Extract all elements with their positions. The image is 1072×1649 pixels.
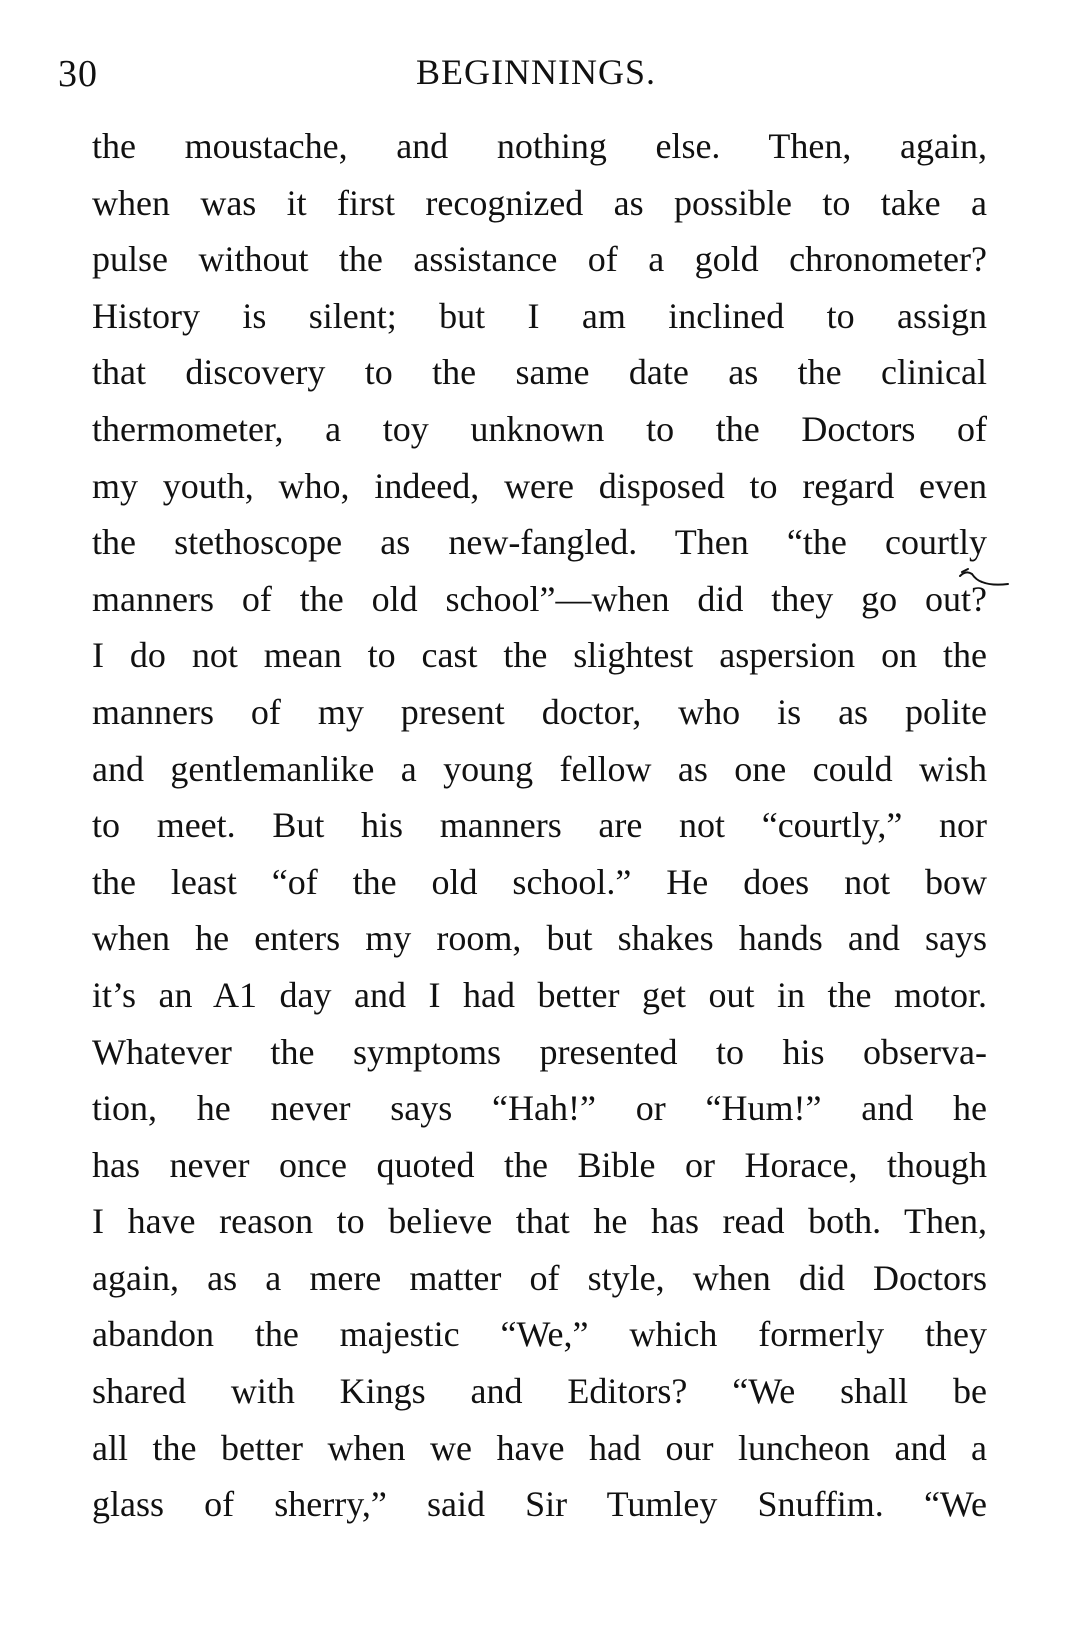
text-line: shared with Kings and Editors? “We shall be [92,1371,987,1412]
text-line: and gentlemanlike a young fellow as one could wish [92,748,987,789]
text-line: pulse without the assistance of a gold chronometer? [92,239,987,280]
text-line: thermometer, a toy unknown to the Doctors of [92,408,987,449]
text-line: the least “of the old school.” He does not bow [92,861,987,902]
running-title: BEGINNINGS. [416,52,656,92]
text-line: History is silent; but I am inclined to assign [92,295,987,336]
text-line: Whatever the symptoms presented to his observa- [92,1031,987,1072]
text-line: when was it first recognized as possible to take a [92,182,987,223]
text-line: that discovery to the same date as the clinical [92,352,987,393]
page-number: 30 [58,53,98,95]
text-line: manners of my present doctor, who is as polite [92,691,987,732]
text-line: manners of the old school”—when did they go out? [92,578,987,619]
text-line: the stethoscope as new-fangled. Then “the courtly [92,522,987,563]
text-line: I do not mean to cast the slightest aspersion on the [92,635,987,676]
handwritten-margin-mark-icon [952,566,1012,596]
text-line: to meet. But his manners are not “courtly,” nor [92,805,987,846]
text-line: has never once quoted the Bible or Horace, though [92,1144,987,1185]
text-line: abandon the majestic “We,” which formerly they [92,1314,987,1355]
text-line: tion, he never says “Hah!” or “Hum!” and he [92,1088,987,1129]
text-line: it’s an A1 day and I had better get out in the motor. [92,974,987,1015]
text-line: all the better when we have had our luncheon and a [92,1427,987,1468]
text-line: when he enters my room, but shakes hands and says [92,918,987,959]
body-text [92,118,987,1533]
text-line: I have reason to believe that he has read both. Then, [92,1201,987,1242]
text-line: again, as a mere matter of style, when did Doctors [92,1257,987,1298]
text-line: the moustache, and nothing else. Then, again, [92,126,987,166]
text-line: glass of sherry,” said Sir Tumley Snuffim. “We [92,1484,987,1525]
text-line: my youth, who, indeed, were disposed to regard even [92,465,987,506]
